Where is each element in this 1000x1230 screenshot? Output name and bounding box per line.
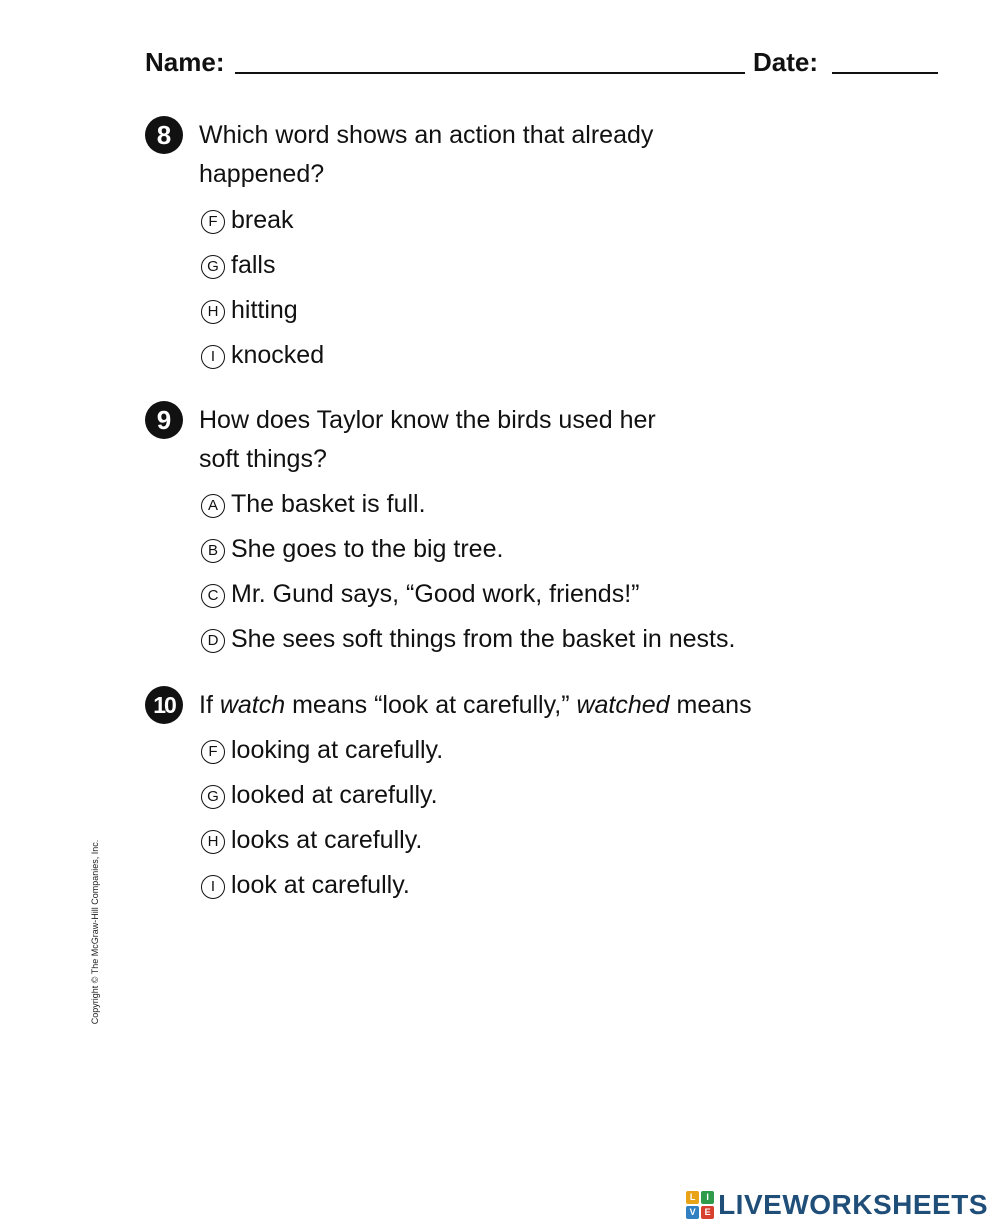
answer-option-i[interactable] [201, 870, 410, 900]
liveworksheets-logo[interactable] [686, 1190, 988, 1220]
answer-text: knocked [231, 341, 325, 369]
copyright-notice: Copyright © The McGraw-Hill Companies, Inc. [90, 839, 100, 1025]
prompt-text: If [199, 691, 220, 719]
answer-text: She sees soft things from the basket in nests. [231, 625, 736, 653]
answer-text: looking at carefully. [231, 736, 444, 764]
answer-option-g[interactable] [201, 250, 275, 280]
question-prompt-line: Which word shows an action that already [199, 121, 654, 149]
question-8 [145, 116, 945, 376]
answer-text: Mr. Gund says, “Good work, friends!” [231, 580, 640, 608]
brand-name: LIVEWORKSHEETS [718, 1189, 988, 1220]
logo-tile: I [701, 1191, 714, 1204]
question-prompt [199, 116, 653, 194]
question-prompt [199, 401, 656, 479]
name-blank-line[interactable] [235, 72, 745, 74]
answer-option-c[interactable] [201, 579, 639, 609]
answer-option-f[interactable] [201, 735, 443, 765]
answer-text: looks at carefully. [231, 826, 423, 854]
answer-bubble[interactable]: G [201, 785, 225, 809]
answer-text: She goes to the big tree. [231, 535, 504, 563]
worksheet-header [145, 44, 940, 80]
question-prompt-line: happened? [199, 160, 325, 188]
answer-bubble[interactable]: I [201, 345, 225, 369]
logo-grid-icon [686, 1191, 714, 1219]
answer-text: falls [231, 251, 276, 279]
answer-bubble[interactable]: B [201, 539, 225, 563]
prompt-word-watched: watched [576, 691, 670, 719]
answer-bubble[interactable]: F [201, 740, 225, 764]
answer-bubble[interactable]: G [201, 255, 225, 279]
answer-bubble[interactable]: C [201, 584, 225, 608]
date-blank-line[interactable] [832, 72, 938, 74]
answer-bubble[interactable]: I [201, 875, 225, 899]
answer-bubble[interactable]: D [201, 629, 225, 653]
answer-bubble[interactable]: H [201, 300, 225, 324]
prompt-text: means [669, 691, 752, 719]
question-prompt-line: soft things? [199, 445, 327, 473]
answer-option-b[interactable] [201, 534, 503, 564]
logo-tile: E [701, 1206, 714, 1219]
name-label: Name: [145, 47, 225, 77]
answer-option-d[interactable] [201, 624, 735, 654]
answer-bubble[interactable]: F [201, 210, 225, 234]
answer-option-h[interactable] [201, 825, 422, 855]
prompt-word-watch: watch [219, 691, 286, 719]
question-prompt-line: How does Taylor know the birds used her [199, 406, 656, 434]
answer-bubble[interactable]: H [201, 830, 225, 854]
answer-option-i[interactable] [201, 340, 324, 370]
question-number-badge: 9 [145, 401, 183, 439]
answer-text: looked at carefully. [231, 781, 438, 809]
answer-text: The basket is full. [231, 490, 426, 518]
question-9 [145, 401, 945, 661]
answer-text: break [231, 206, 294, 234]
answer-option-a[interactable] [201, 489, 426, 519]
question-number-badge: 10 [145, 686, 183, 724]
answer-option-h[interactable] [201, 295, 298, 325]
answer-option-g[interactable] [201, 780, 438, 810]
answer-bubble[interactable]: A [201, 494, 225, 518]
question-prompt [199, 686, 752, 725]
prompt-text: means “look at carefully,” [285, 691, 577, 719]
answer-text: look at carefully. [231, 871, 410, 899]
answer-text: hitting [231, 296, 298, 324]
logo-tile: V [686, 1206, 699, 1219]
logo-tile: L [686, 1191, 699, 1204]
question-10 [145, 686, 945, 906]
question-number-badge: 8 [145, 116, 183, 154]
date-label: Date: [753, 47, 819, 77]
answer-option-f[interactable] [201, 205, 294, 235]
